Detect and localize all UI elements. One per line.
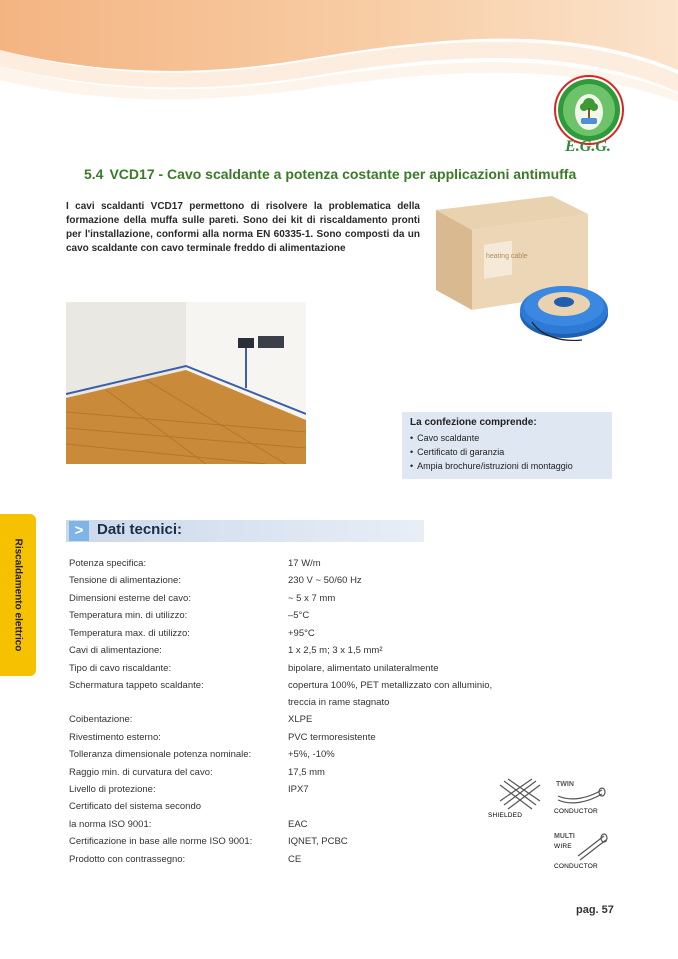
spec-label: Tolleranza dimensionale potenza nominale: bbox=[69, 749, 252, 760]
dati-tecnici-title: Dati tecnici: bbox=[97, 521, 183, 538]
package-contents-title: La confezione comprende: bbox=[410, 417, 537, 428]
spec-label: Certificazione in base alle norme ISO 9001: bbox=[69, 836, 253, 847]
section-title bbox=[84, 166, 576, 182]
sidebar-tab-riscaldamento[interactable] bbox=[0, 514, 36, 676]
box-label: heating cable bbox=[486, 253, 528, 260]
room-photo bbox=[66, 302, 306, 464]
spec-value: +95°C bbox=[288, 628, 315, 639]
spec-label: Livello di protezione: bbox=[69, 784, 156, 795]
spec-label: Cavi di alimentazione: bbox=[69, 645, 162, 656]
spec-label: Temperatura max. di utilizzo: bbox=[69, 628, 190, 639]
sidebar-tab-label: Riscaldamento elettrico bbox=[12, 538, 24, 652]
spec-value: 17 W/m bbox=[288, 558, 321, 569]
spec-label: Temperatura min. di utilizzo: bbox=[69, 610, 188, 621]
spec-label: Tipo di cavo riscaldante: bbox=[69, 663, 172, 674]
spec-value: PVC termoresistente bbox=[288, 732, 376, 743]
spec-label: Schermatura tappeto scaldante: bbox=[69, 680, 204, 691]
spec-label: Potenza specifica: bbox=[69, 558, 147, 569]
shielded-icon bbox=[488, 777, 544, 819]
spec-value: copertura 100%, PET metallizzato con alluminio, bbox=[288, 680, 493, 691]
egg-logo bbox=[553, 74, 625, 146]
spec-value: bipolare, alimentato unilateralmente bbox=[288, 663, 439, 674]
spec-value: IPX7 bbox=[288, 784, 309, 795]
list-item: • Cavo scaldante bbox=[410, 431, 604, 445]
product-box-image bbox=[432, 192, 612, 352]
chevron-right-icon: > bbox=[69, 521, 89, 541]
spec-value: CE bbox=[288, 854, 302, 865]
spec-value: IQNET, PCBC bbox=[288, 836, 348, 847]
spec-value: ~ 5 x 7 mm bbox=[288, 593, 336, 604]
twin-conductor-caption: CONDUCTOR bbox=[554, 808, 598, 815]
spec-value: 1 x 2,5 m; 3 x 1,5 mm² bbox=[288, 645, 383, 656]
shielded-caption: SHIELDED bbox=[488, 812, 523, 819]
intro-paragraph: I cavi scaldanti VCD17 permettono di risolvere la problematica della formazione della muffa sulle pareti. Sono dei kit di riscaldamento pronti per l'installazione, conformi alla norma EN 60335-1. Sono composti da un cavo scaldante con cavo terminale freddo di alimentazione bbox=[66, 201, 420, 254]
spec-label: Rivestimento esterno: bbox=[69, 732, 161, 743]
package-contents-box bbox=[402, 412, 612, 479]
section-number: 5.4 bbox=[84, 166, 104, 182]
spec-label: la norma ISO 9001: bbox=[69, 819, 152, 830]
spec-value: treccia in rame stagnato bbox=[288, 697, 390, 708]
wire-caption: WIRE bbox=[554, 843, 572, 850]
spec-value: 230 V ~ 50/60 Hz bbox=[288, 575, 362, 586]
spec-value: +5%, -10% bbox=[288, 749, 335, 760]
section-title-text: VCD17 - Cavo scaldante a potenza costante per applicazioni antimuffa bbox=[109, 166, 577, 182]
spec-label: Tensione di alimentazione: bbox=[69, 575, 181, 586]
multi-wire-conductor-icon bbox=[552, 830, 610, 870]
spec-label: Dimensioni esterne del cavo: bbox=[69, 593, 191, 604]
spec-label: Certificato del sistema secondo bbox=[69, 801, 202, 812]
twin-conductor-icon bbox=[552, 778, 610, 816]
spec-label: Raggio min. di curvatura del cavo: bbox=[69, 767, 213, 778]
list-item: • Ampia brochure/istruzioni di montaggio bbox=[410, 459, 604, 473]
page-number: pag. 57 bbox=[576, 904, 614, 916]
spec-value: –5°C bbox=[288, 610, 310, 621]
list-item: • Certificato di garanzia bbox=[410, 445, 604, 459]
spec-label: Coibentazione: bbox=[69, 714, 133, 725]
spec-label: Prodotto con contrassegno: bbox=[69, 854, 186, 865]
package-contents-list bbox=[410, 431, 604, 473]
twin-caption: TWIN bbox=[556, 781, 574, 788]
spec-value: EAC bbox=[288, 819, 308, 830]
logo-text: E.G.G. bbox=[565, 138, 611, 155]
multi-conductor-caption: CONDUCTOR bbox=[554, 863, 598, 870]
multi-caption: MULTI bbox=[554, 833, 575, 840]
spec-value: XLPE bbox=[288, 714, 313, 725]
spec-value: 17,5 mm bbox=[288, 767, 325, 778]
